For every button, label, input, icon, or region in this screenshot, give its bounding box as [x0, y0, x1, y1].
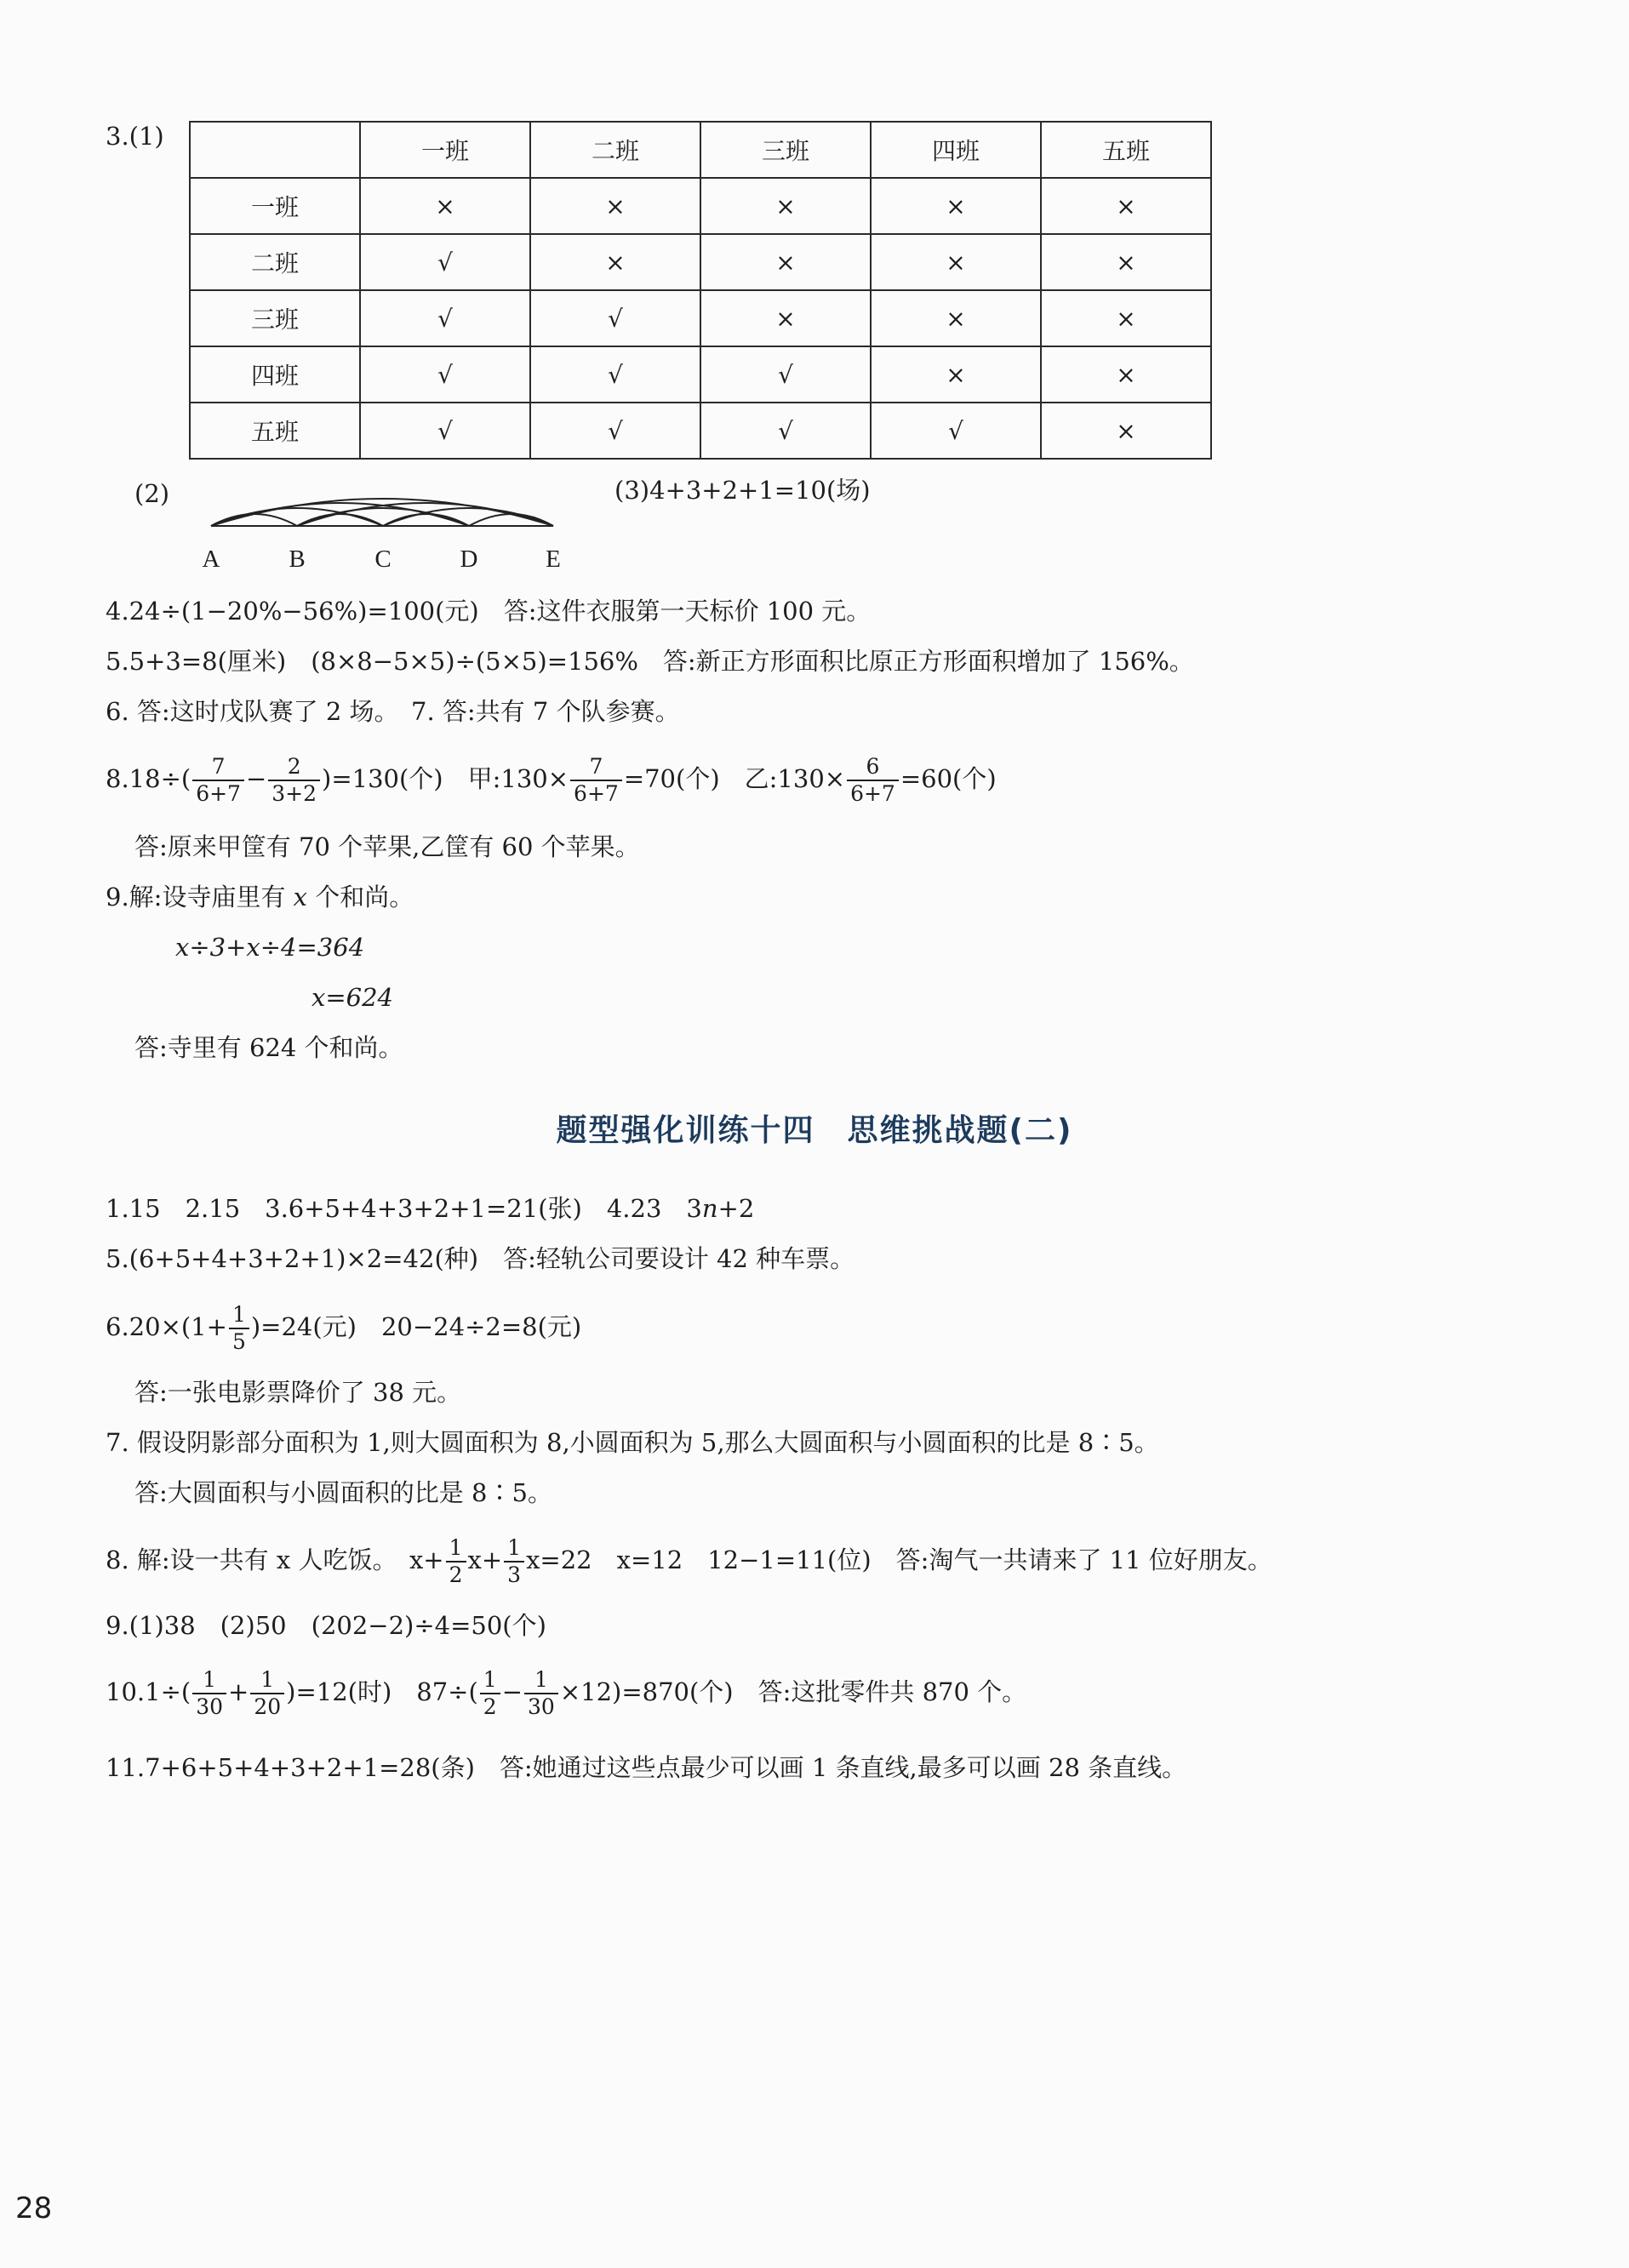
- table-cell: 一班: [190, 178, 360, 234]
- s2-text: x+: [467, 1545, 503, 1574]
- s2-q9: 9.(1)38 (2)50 (202−2)÷4=50(个): [106, 1611, 546, 1640]
- table-cell: ×: [871, 346, 1041, 403]
- q9-answer: 答:寺里有 624 个和尚。: [134, 1033, 403, 1062]
- denominator: 6+7: [850, 781, 895, 806]
- s2-text: 8. 解:设一共有 x 人吃饭。 x+: [106, 1545, 444, 1574]
- numerator: 1: [446, 1535, 466, 1562]
- q8-text: =60(个): [900, 764, 997, 793]
- table-cell: ×: [1041, 234, 1211, 290]
- table-header-row: [190, 122, 1211, 178]
- table-cell: 四班: [190, 346, 360, 403]
- q9-text: 个和尚。: [307, 883, 414, 911]
- s2-q7: 7. 假设阴影部分面积为 1,则大圆面积为 8,小圆面积为 5,那么大圆面积与小圆面积的比是 8∶5。: [106, 1428, 1159, 1457]
- s2-text: x=22 x=12 12−1=11(位) 答:淘气一共请来了 11 位好朋友。: [526, 1545, 1272, 1574]
- table-cell: √: [530, 403, 700, 459]
- table-cell: √: [360, 290, 530, 346]
- s2-text: )=24(元) 20−24÷2=8(元): [250, 1312, 582, 1341]
- denominator: 3+2: [272, 781, 317, 806]
- point-label: C: [374, 546, 392, 573]
- s2-q5: 5.(6+5+4+3+2+1)×2=42(种) 答:轻轨公司要设计 42 种车票。: [106, 1244, 855, 1273]
- table-cell: √: [700, 346, 871, 403]
- table-cell: ×: [530, 178, 700, 234]
- numerator: 7: [192, 754, 244, 781]
- numerator: 1: [480, 1667, 500, 1694]
- connection-diagram: [196, 483, 579, 577]
- s2-text: 6.20×(1+: [106, 1312, 227, 1341]
- table-cell: 二班: [530, 122, 700, 178]
- s2-q8: [106, 1530, 1272, 1590]
- numerator: 1: [229, 1302, 249, 1329]
- fraction: [504, 1535, 524, 1588]
- table-cell: √: [530, 290, 700, 346]
- q4-line: 4.24÷(1−20%−56%)=100(元) 答:这件衣服第一天标价 100 元。: [106, 597, 872, 626]
- q8-text: )=130(个) 甲:130×: [322, 764, 569, 793]
- s2-q7-answer: 答:大圆面积与小圆面积的比是 8∶5。: [134, 1478, 552, 1507]
- q8-text: −: [245, 764, 267, 793]
- point-label: D: [460, 546, 478, 573]
- fraction: [480, 1667, 500, 1720]
- variable: n: [701, 1194, 718, 1223]
- numerator: 6: [847, 754, 899, 781]
- table-cell: √: [700, 403, 871, 459]
- denominator: 2: [483, 1694, 497, 1719]
- table-cell: ×: [360, 178, 530, 234]
- s2-text: +: [228, 1677, 249, 1706]
- q9-solution: x=624: [312, 983, 394, 1012]
- fraction: [192, 1667, 226, 1720]
- table-cell: ×: [1041, 290, 1211, 346]
- s2-text: 1.15 2.15 3.6+5+4+3+2+1=21(张) 4.23 3: [106, 1194, 702, 1223]
- s2-text: )=12(时) 87÷(: [286, 1677, 478, 1706]
- table-cell: √: [871, 403, 1041, 459]
- q8-text: 8.18÷(: [106, 764, 191, 793]
- denominator: 20: [254, 1694, 282, 1719]
- table-row: [190, 234, 1211, 290]
- denominator: 30: [196, 1694, 223, 1719]
- s2-q10: [106, 1662, 1026, 1722]
- point-label: A: [202, 546, 220, 573]
- denominator: 6+7: [196, 781, 241, 806]
- s2-q6: [106, 1297, 581, 1357]
- fraction: [250, 1667, 284, 1720]
- table-row: [190, 178, 1211, 234]
- table-cell: ×: [700, 234, 871, 290]
- s2-text: 10.1÷(: [106, 1677, 191, 1706]
- fraction: [229, 1302, 249, 1355]
- table-row: [190, 290, 1211, 346]
- match-table: [189, 121, 1212, 460]
- fraction: [446, 1535, 466, 1588]
- table-cell: 二班: [190, 234, 360, 290]
- denominator: 30: [528, 1694, 555, 1719]
- table-cell: ×: [871, 234, 1041, 290]
- section-title: 题型强化训练十四 思维挑战题(二): [556, 1113, 1073, 1148]
- table-cell: √: [360, 403, 530, 459]
- table-cell: [190, 122, 360, 178]
- table-cell: 四班: [871, 122, 1041, 178]
- s2-q6-answer: 答:一张电影票降价了 38 元。: [134, 1378, 462, 1407]
- fraction: [570, 754, 622, 807]
- q9-text: 9.解:设寺庙里有: [106, 883, 294, 911]
- table-cell: ×: [700, 178, 871, 234]
- table-cell: √: [360, 234, 530, 290]
- table-cell: ×: [871, 290, 1041, 346]
- fraction: [268, 754, 320, 807]
- table-cell: ×: [700, 290, 871, 346]
- denominator: 3: [507, 1562, 522, 1587]
- table-cell: 三班: [700, 122, 871, 178]
- variable: x: [293, 883, 308, 911]
- q8-text: =70(个) 乙:130×: [623, 764, 846, 793]
- numerator: 7: [570, 754, 622, 781]
- s2-text: +2: [717, 1194, 755, 1223]
- q9-equation: x÷3+x÷4=364: [175, 933, 365, 962]
- table-cell: ×: [1041, 346, 1211, 403]
- q5-line: 5.5+3=8(厘米) (8×8−5×5)÷(5×5)=156% 答:新正方形面积比原正方形面积增加了 156%。: [106, 647, 1194, 676]
- table-cell: 五班: [190, 403, 360, 459]
- denominator: 6+7: [574, 781, 619, 806]
- numerator: 1: [250, 1667, 284, 1694]
- table-cell: ×: [1041, 178, 1211, 234]
- page-number: 28: [15, 2191, 53, 2225]
- q9-line1: [106, 880, 414, 914]
- table-row: [190, 346, 1211, 403]
- numerator: 2: [268, 754, 320, 781]
- table-cell: ×: [530, 234, 700, 290]
- q3-label: 3.(1): [106, 122, 164, 151]
- table-cell: √: [530, 346, 700, 403]
- table-cell: 五班: [1041, 122, 1211, 178]
- table-cell: ×: [871, 178, 1041, 234]
- s2-q11: 11.7+6+5+4+3+2+1=28(条) 答:她通过这些点最少可以画 1 条直线,最多可以画 28 条直线。: [106, 1753, 1187, 1782]
- denominator: 2: [449, 1562, 463, 1587]
- q8-line: [106, 749, 997, 808]
- table-row: [190, 403, 1211, 459]
- fraction: [847, 754, 899, 807]
- point-label: E: [546, 546, 561, 573]
- fraction: [192, 754, 244, 807]
- point-label: B: [289, 546, 306, 573]
- s2-text: −: [501, 1677, 523, 1706]
- s2-text: ×12)=870(个) 答:这批零件共 870 个。: [559, 1677, 1027, 1706]
- fraction: [524, 1667, 558, 1720]
- q3-part3: (3)4+3+2+1=10(场): [614, 476, 871, 505]
- denominator: 5: [231, 1329, 246, 1354]
- q6-7-line: 6. 答:这时戊队赛了 2 场。 7. 答:共有 7 个队参赛。: [106, 697, 680, 726]
- table-cell: 三班: [190, 290, 360, 346]
- numerator: 1: [192, 1667, 226, 1694]
- q8-answer: 答:原来甲筐有 70 个苹果,乙筐有 60 个苹果。: [134, 832, 640, 861]
- table-cell: ×: [1041, 403, 1211, 459]
- table-cell: 一班: [360, 122, 530, 178]
- q3-part2-label: (2): [134, 479, 170, 508]
- numerator: 1: [524, 1667, 558, 1694]
- s2-q1-4: [106, 1191, 754, 1225]
- numerator: 1: [504, 1535, 524, 1562]
- table-cell: √: [360, 346, 530, 403]
